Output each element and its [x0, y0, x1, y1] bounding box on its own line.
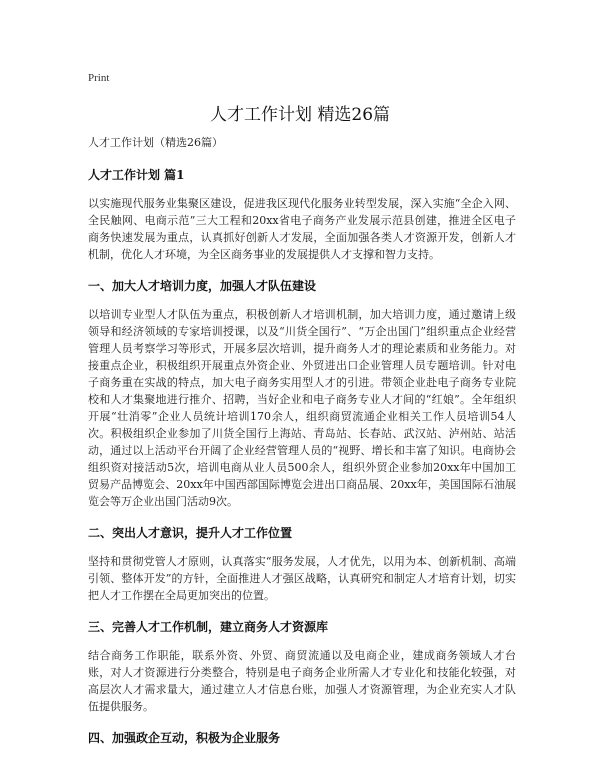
section-paragraph: 以培训专业型人才队伍为重点，积极创新人才培训机制，加大培训力度，通过邀请上级领导和经济领域的专家培训授课，以及“川货全国行”、“万企出国门”组织重点企业经营管理人员考察学习等形式，开展多层次培训，提升商务人才的理论素质和业务能力。对接重点企业，积极组织开展重点外资企业、外贸进出口企业管理人员专题培训。针对电子商务重在实战的特点，加大电子商务实用型人才的引进。带领企业赴电子商务专业院校和人才集聚地进行推介、招聘，当好企业和电子商务专业人才间的“红娘”。全年组织开展“壮消零”企业人员统计培训170余人，组织商贸流通企业相关工作人员培训54人次。积极组织企业参加了川货全国行上海站、青岛站、长春站、武汉站、泸州站、站活动，通过以上活动平台开阔了企业经营管理人员的“视野、增长和丰富了知识。电商协会组织资对接活动5次，培训电商从业人员500余人，组织外贸企业参加20xx年中国加工贸易产品博览会、20xx年中国西部国际博览会进出口商品展、20xx年，美国国际石油展览会等万企业出国门活动9次。 — [88, 308, 516, 508]
document-body — [88, 134, 516, 758]
document-subtitle: 人才工作计划（精选26篇） — [88, 136, 223, 149]
section-paragraph: 坚持和贯彻党管人才原则，认真落实“服务发展，人才优先，以用为本、创新机制、高端引领、整体开发”的方针，全面推进人才强区战略，认真研究和制定人才培育计划，切实把人才工作摆在全局更加突出的位置。 — [88, 555, 516, 602]
section-heading: 人才工作计划 篇1 — [88, 168, 185, 182]
section-heading: 二、突出人才意识，提升人才工作位置 — [88, 526, 293, 540]
section-heading: 三、完善人才工作机制，建立商务人才资源库 — [88, 620, 329, 634]
page-title: 人才工作计划 精选26篇 — [209, 105, 391, 125]
section-paragraph: 以实施现代服务业集聚区建设，促进我区现代化服务业转型发展，深入实施“全企入网、全民触网、电商示范”三大工程和20xx省电子商务产业发展示范县创建，推进全区电子商务快速发展为重点，认真抓好创新人才发展，全面加强各类人才资源开发，创新人才机制，优化人才环境，为全区商务事业的发展提供人才支撑和智力支持。 — [88, 197, 516, 261]
section-paragraph: 结合商务工作职能，联系外资、外贸、商贸流通以及电商企业，建成商务领域人才台账，对人才资源进行分类整合，特别是电子商务企业所需人才专业化和技能化较强，对高层次人才需求量大，通过建立人才信息台账，加强人才资源管理，为企业充实人才队伍提供服务。 — [88, 649, 516, 713]
section-heading: 四、加强政企互动，积极为企业服务 — [88, 731, 281, 745]
print-link[interactable]: Print — [88, 72, 110, 84]
section-heading: 一、加大人才培训力度，加强人才队伍建设 — [88, 279, 317, 293]
